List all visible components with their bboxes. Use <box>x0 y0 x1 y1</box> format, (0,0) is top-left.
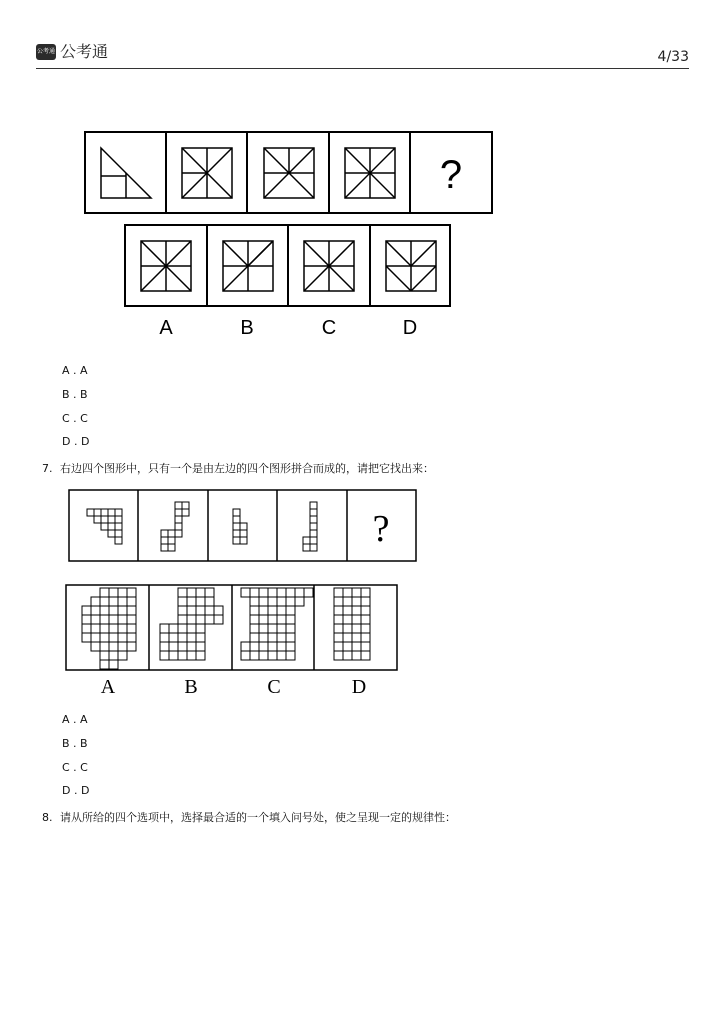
q8-text: 请从所给的四个选项中，选择最合适的一个填入问号处，使之呈现一定的规律性： <box>60 811 456 824</box>
q7-number: 7. <box>42 462 53 475</box>
q7-option-c[interactable]: C . C <box>62 761 88 774</box>
q8-number: 8. <box>42 811 53 824</box>
q7-option-d[interactable]: D . D <box>62 784 90 797</box>
q7-option-a[interactable]: A . A <box>62 713 88 726</box>
q6-option-d[interactable]: D . D <box>62 435 90 448</box>
q7-question-mark: ? <box>372 508 390 550</box>
q6-label-a: A <box>159 317 173 339</box>
page-number: 4/33 <box>657 49 689 65</box>
logo-icon: 公考通 <box>36 44 56 60</box>
q7-piece-4 <box>303 502 317 551</box>
q7-text: 右边四个图形中，只有一个是由左边的四个图形拼合而成的，请把它找出来： <box>60 462 434 475</box>
q7-option-b[interactable]: B . B <box>62 737 88 750</box>
q7-option-d-figure <box>334 588 370 660</box>
q6-label-c: C <box>321 317 337 339</box>
q7-label-c: C <box>267 676 281 698</box>
q7-piece-3 <box>233 509 247 544</box>
q6-label-b: B <box>240 317 254 339</box>
q7-option-c-figure <box>241 588 313 660</box>
q7-option-b-figure <box>160 588 223 660</box>
q6-option-b[interactable]: B . B <box>62 388 88 401</box>
q7-label-b: B <box>184 676 198 698</box>
logo-text: 公考通 <box>60 42 109 61</box>
q8-prompt <box>42 811 456 825</box>
q6-question-mark: ? <box>439 153 463 197</box>
q6-option-c[interactable]: C . C <box>62 412 88 425</box>
q7-label-d: D <box>351 676 367 698</box>
q6-label-d: D <box>402 317 418 339</box>
q7-piece-1 <box>87 509 122 544</box>
q6-option-a[interactable]: A . A <box>62 364 88 377</box>
q7-piece-2 <box>161 502 189 551</box>
q7-label-a: A <box>100 676 116 698</box>
q7-option-a-figure <box>82 588 136 669</box>
